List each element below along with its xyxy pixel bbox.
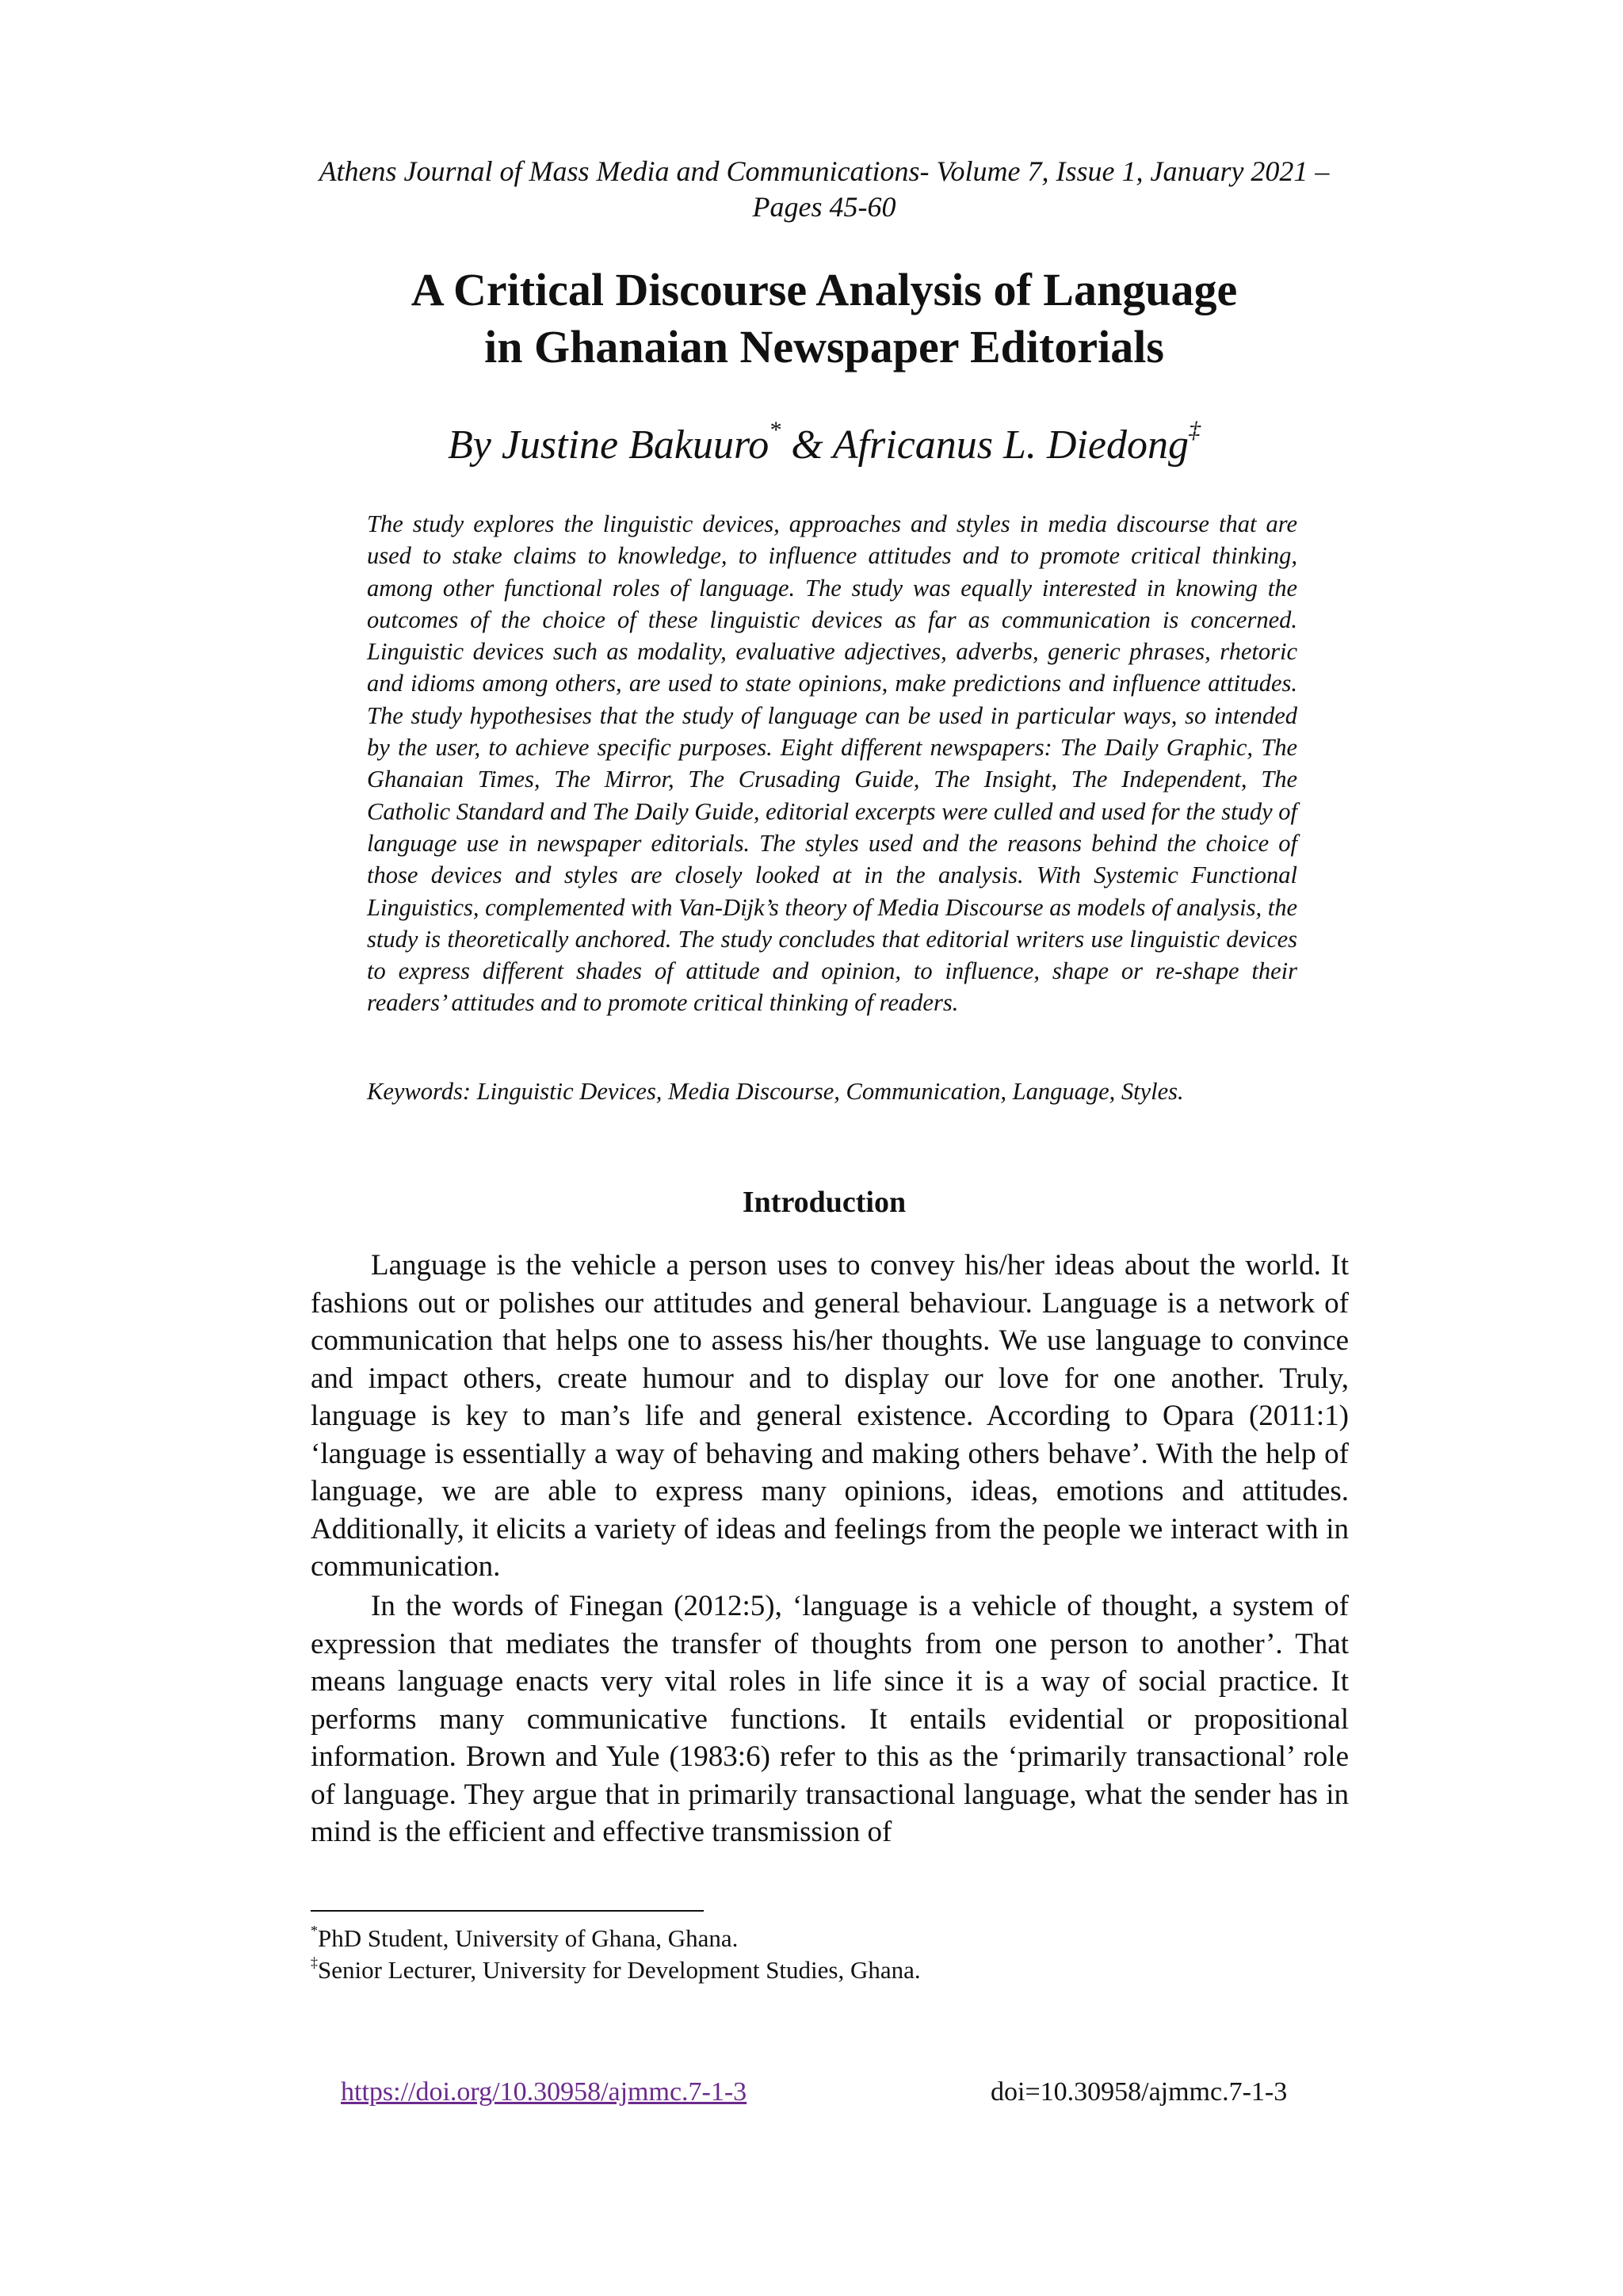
footnote-2 <box>311 1954 1349 1986</box>
footnote-1-text: PhD Student, University of Ghana, Ghana. <box>318 1924 739 1952</box>
keywords-line: Keywords: Linguistic Devices, Media Discourse, Communication, Language, Styles. <box>367 1078 1184 1105</box>
footnote-2-text: Senior Lecturer, University for Development Studies, Ghana. <box>318 1956 921 1984</box>
doi-link[interactable]: https://doi.org/10.30958/ajmmc.7-1-3 <box>341 2077 747 2107</box>
footnote-2-mark: ‡ <box>311 1954 318 1970</box>
doi-identifier: doi=10.30958/ajmmc.7-1-3 <box>991 2077 1288 2107</box>
footnote-1-mark: * <box>311 1923 318 1939</box>
body-paragraph-1: Language is the vehicle a person uses to convey his/her ideas about the world. It fashions out or polishes our attitudes and general behaviour. Language is a network of communication that helps one to assess his/her thoughts. We use language to convince and impact others, create humour and to display our love for one another. Truly, language is key to man’s life and general existence. According to Opara (2011:1) ‘language is essentially a way of behaving and making others behave’. With the help of language, we are able to express many opinions, ideas, emotions and attitudes. Additionally, it elicits a variety of ideas and feelings from the people we interact with in communication. <box>311 1249 1349 1583</box>
journal-line-1: Athens Journal of Mass Media and Communications- Volume 7, Issue 1, January 2021 – <box>319 155 1330 187</box>
author-separator: & <box>791 422 823 468</box>
section-heading-introduction: Introduction <box>742 1186 907 1219</box>
author-2-name: Africanus L. Diedong <box>832 422 1190 468</box>
author-2-footnote-mark[interactable]: ‡ <box>1189 417 1201 443</box>
body-paragraph-2: In the words of Finegan (2012:5), ‘language is a vehicle of thought, a system of expression that mediates the transfer of thoughts from one person to another’. That means language enacts very vital roles in life since it is a way of social practice. It performs many communicative functions. It entails evidential or propositional information. Brown and Yule (1983:6) refer to this as the ‘primarily transactional’ role of language. They argue that in primarily transactional language, what the sender has in mind is the efficient and effective transmission of <box>311 1590 1349 1848</box>
footnote-separator <box>311 1910 704 1912</box>
title-line-2: in Ghanaian Newspaper Editorials <box>484 321 1164 372</box>
footnotes <box>311 1923 1349 1986</box>
author-1-footnote-mark[interactable]: * <box>769 417 781 443</box>
author-prefix: By <box>447 422 491 468</box>
journal-header <box>301 154 1347 225</box>
author-1-name: Justine Bakuuro <box>501 422 769 468</box>
title-line-1: A Critical Discourse Analysis of Language <box>411 264 1238 315</box>
footnote-1 <box>311 1923 1349 1954</box>
paper-title <box>301 262 1347 376</box>
abstract-text: The study explores the linguistic devices, approaches and styles in media discourse that are used to stake claims to knowledge, to influence attitudes and to promote critical thinking, among other functional roles of language. The study was equally interested in knowing the outcomes of the choice of these linguistic devices as far as communication is concerned. Linguistic devices such as modality, evaluative adjectives, adverbs, generic phrases, rhetoric and idioms among others, are used to state opinions, make predictions and influence attitudes. The study hypothesises that the study of language can be used in particular ways, so intended by the user, to achieve specific purposes. Eight different newspapers: The Daily Graphic, The Ghanaian Times, The Mirror, The Crusading Guide, The Insight, The Independent, The Catholic Standard and The Daily Guide, editorial excerpts were culled and used for the study of language use in newspaper editorials. The styles used and the reasons behind the choice of those devices and styles are closely looked at in the analysis. With Systemic Functional Linguistics, complemented with Van-Dijk’s theory of Media Discourse as models of analysis, the study is theoretically anchored. The study concludes that editorial writers use linguistic devices to express different shades of attitude and opinion, to influence, shape or re-shape their readers’ attitudes and to promote critical thinking of readers. <box>367 510 1297 1017</box>
journal-line-2: Pages 45-60 <box>752 191 896 223</box>
author-line <box>301 417 1347 471</box>
